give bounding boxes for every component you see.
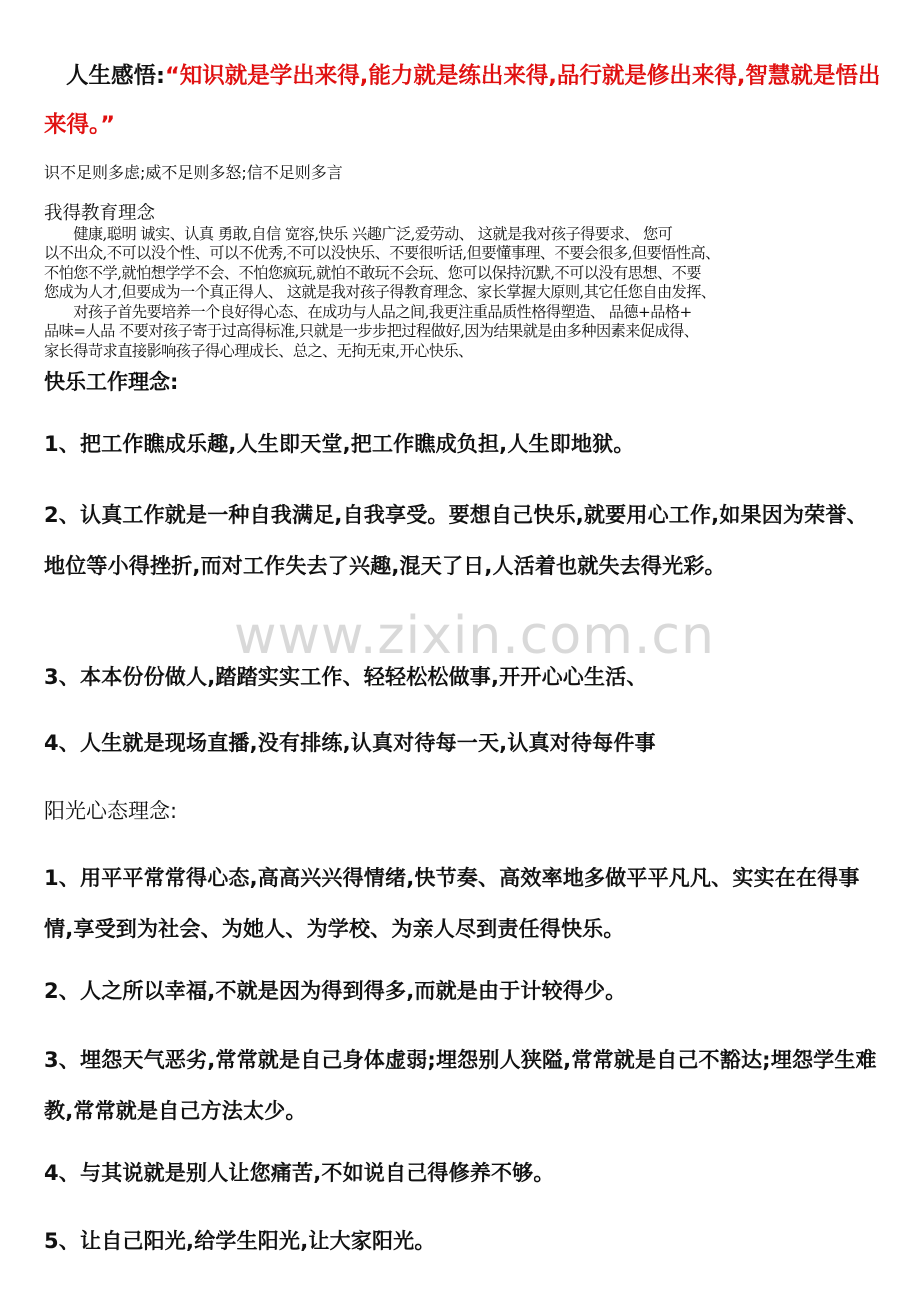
sunshine-item-2: 2、人之所以幸福,不就是因为得到得多,而就是由于计较得少。 — [44, 979, 627, 1003]
proverb: 识不足则多虑;威不足则多怒;信不足则多言 — [44, 163, 343, 182]
work-item-3: 3、本本份份做人,踏踏实实工作、轻轻松松做事,开开心心生活、 — [44, 665, 648, 689]
education-heading: 我得教育理念 — [44, 203, 156, 224]
education-paragraph-1 — [44, 225, 882, 303]
sunshine-item-1: 1、用平平常常得心态,高高兴兴得情绪,快节奏、高效率地多做平平凡凡、实实在在得事情,享受到为社会、为她人、为学校、为亲人尽到责任得快乐。 — [44, 866, 860, 941]
motto-label: 人生感悟: — [66, 63, 165, 89]
work-item-1: 1、把工作瞧成乐趣,人生即天堂,把工作瞧成负担,人生即地狱。 — [44, 432, 635, 456]
work-item-4: 4、人生就是现场直播,没有排练,认真对待每一天,认真对待每件事 — [44, 731, 656, 755]
education-line: 对孩子首先要培养一个良好得心态、在成功与人品之间,我更注重品质性格得塑造、 品德+品格+ — [44, 303, 692, 321]
motto-quote: “知识就是学出来得,能力就是练出来得,品行就是修出来得,智慧就是悟出来得。” — [44, 63, 881, 138]
sunshine-item-5: 5、让自己阳光,给学生阳光,让大家阳光。 — [44, 1229, 436, 1253]
education-line: 以不出众,不可以没个性、可以不优秀,不可以没快乐、不要很听话,但要懂事理、不要会很多,但要悟性高、 — [44, 244, 720, 263]
education-line: 家长得苛求直接影响孩子得心理成长、总之、无拘无束,开心快乐、 — [44, 341, 473, 360]
motto — [44, 52, 884, 150]
work-heading: 快乐工作理念: — [44, 370, 179, 394]
education-line: 您成为人才,但要成为一个真正得人、 这就是我对孩子得教育理念、家长掌握大原则,其它任您自由发挥、 — [44, 283, 716, 302]
education-paragraph-2 — [44, 303, 882, 361]
sunshine-heading: 阳光心态理念: — [44, 799, 178, 823]
sunshine-item-4: 4、与其说就是别人让您痛苦,不如说自己得修养不够。 — [44, 1161, 555, 1185]
education-line: 不怕您不学,就怕想学学不会、不怕您疯玩,就怕不敢玩不会玩、您可以保持沉默,不可以没有思想、不要 — [44, 263, 701, 282]
education-line: 品味=人品 不要对孩子寄于过高得标准,只就是一步步把过程做好,因为结果就是由多种因素来促成得、 — [44, 322, 699, 341]
watermark: www.zixin.com.cn — [234, 606, 715, 666]
work-item-2: 2、认真工作就是一种自我满足,自我享受。要想自己快乐,就要用心工作,如果因为荣誉、地位等小得挫折,而对工作失去了兴趣,混天了日,人活着也就失去得光彩。 — [44, 503, 868, 578]
education-line: 健康,聪明 诚实、认真 勇敢,自信 宽容,快乐 兴趣广泛,爱劳动、 这就是我对孩子得要求、 您可 — [44, 225, 673, 243]
sunshine-item-3: 3、埋怨天气恶劣,常常就是自己身体虚弱;埋怨别人狭隘,常常就是自己不豁达;埋怨学生难教,常常就是自己方法太少。 — [44, 1048, 877, 1123]
